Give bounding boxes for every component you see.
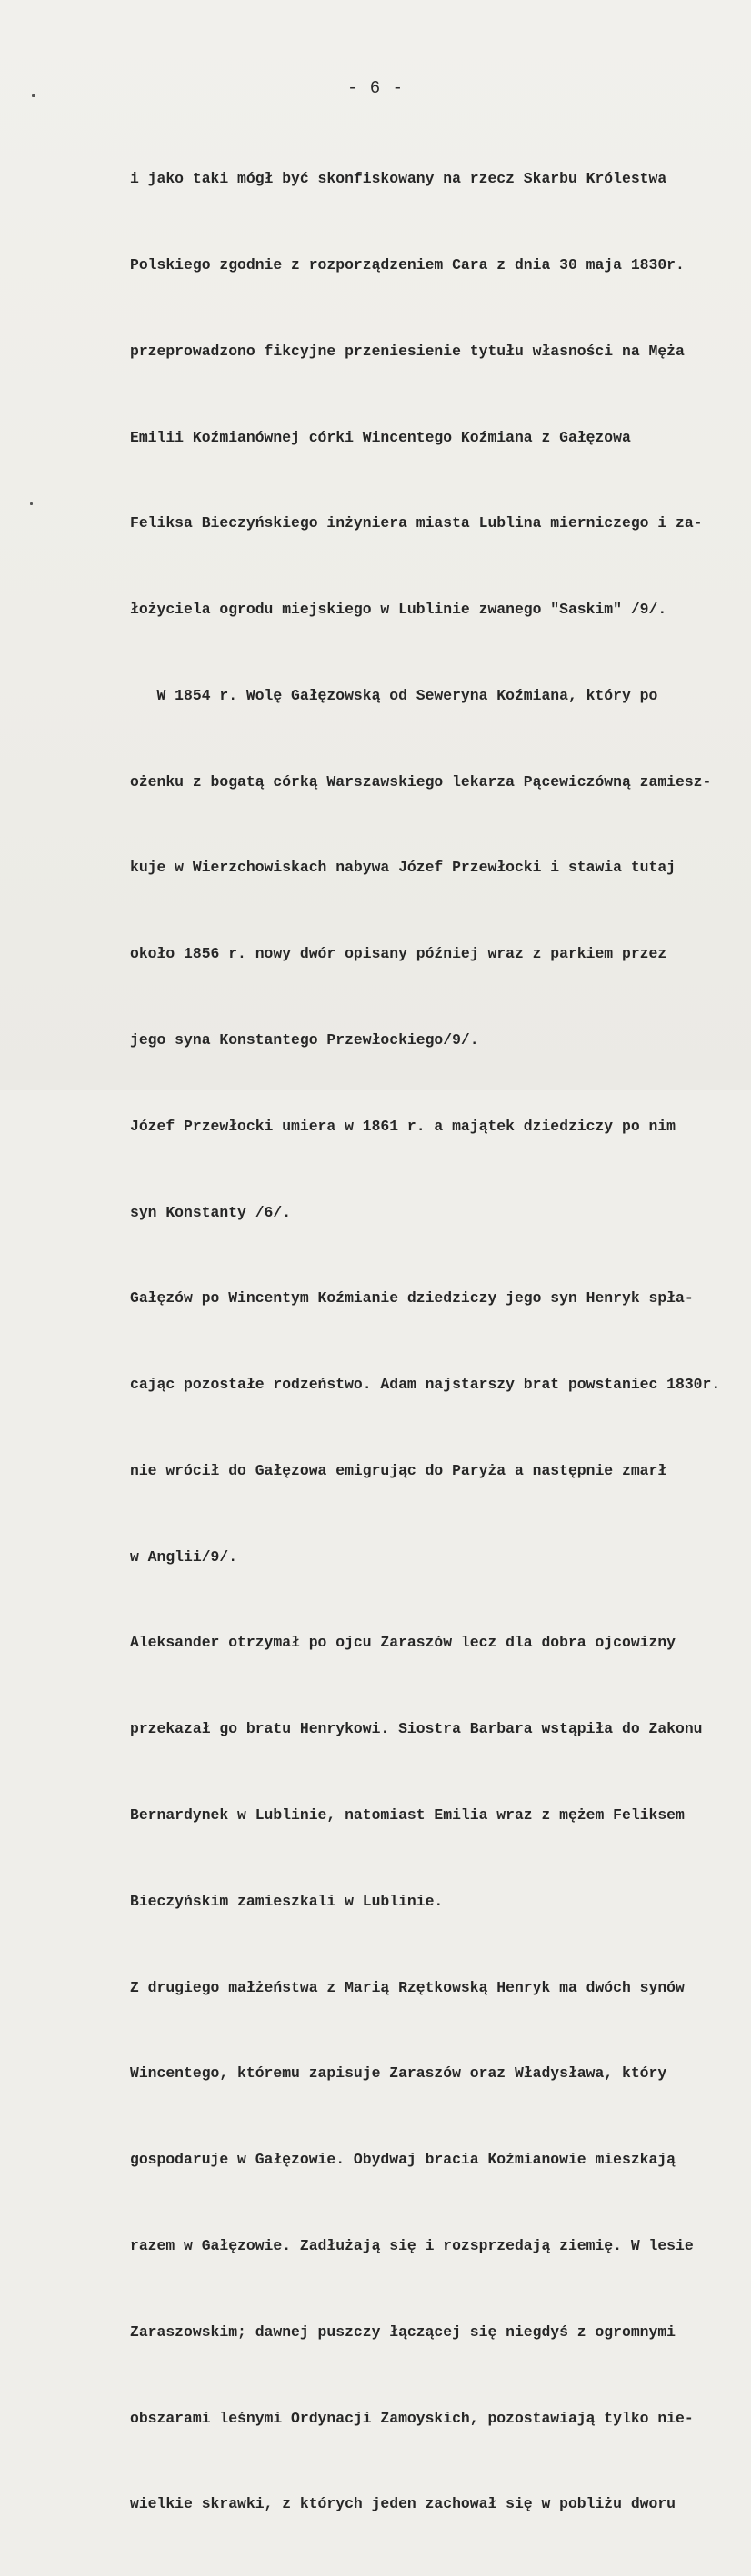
text-line: razem w Gałęzowie. Zadłużają się i rozsprzedają ziemię. W lesie [130,2236,694,2254]
text-line: Gałęzów po Wincentym Koźmianie dziedziczy jego syn Henryk spła- [130,1289,694,1308]
page-number: - 6 - [346,78,404,98]
text-line: Zaraszowskim; dawnej puszczy łączącej się niegdyś z ogromnymi [130,2322,676,2341]
text-line: nie wrócił do Gałęzowa emigrując do Paryża a następnie zmarł [130,1461,667,1479]
text-line: Z drugiego małżeństwa z Marią Rzętkowską Henryk ma dwóch synów [130,1978,685,1996]
text-line: kuje w Wierzchowiskach nabywa Józef Przewłocki i stawia tutaj [130,859,676,877]
text-line: Bernardynek w Lublinie, natomiast Emilia wraz z mężem Feliksem [130,1806,685,1825]
text-line: gospodaruje w Gałęzowie. Obydwaj bracia Koźmianowie mieszkają [130,2151,676,2169]
margin-speck [30,502,33,505]
text-line: ożenku z bogatą córką Warszawskiego lekarza Pącewiczówną zamiesz- [130,772,712,791]
text-line: Polskiego zgodnie z rozporządzeniem Cara z dnia 30 maja 1830r. [130,255,685,274]
text-line: syn Konstanty /6/. [130,1203,292,1221]
text-line: obszarami leśnymi Ordynacji Zamoyskich, pozostawiają tylko nie- [130,2409,694,2427]
text-line: Emilii Koźmianównej córki Wincentego Koźmiana z Gałęzowa [130,428,631,446]
text-line: łożyciela ogrodu miejskiego w Lublinie zwanego "Saskim" /9/. [130,601,667,619]
text-line: i jako taki mógł być skonfiskowany na rzecz Skarbu Królestwa [130,170,667,188]
text-line: przeprowadzono fikcyjne przeniesienie tytułu własności na Męża [130,342,685,360]
text-line: przekazał go bratu Henrykowi. Siostra Barbara wstąpiła do Zakonu [130,1720,703,1738]
text-line: wielkie skrawki, z których jeden zachował się w pobliżu dworu [130,2495,676,2513]
body-text [130,107,748,2576]
text-line: Wincentego, któremu zapisuje Zaraszów oraz Władysława, który [130,2064,667,2083]
text-line: Bieczyńskim zamieszkali w Lublinie. [130,1892,444,1910]
text-line: w Anglii/9/. [130,1547,238,1566]
text-line: Józef Przewłocki umiera w 1861 r. a majątek dziedziczy po nim [130,1117,676,1135]
text-line: cając pozostałe rodzeństwo. Adam najstarszy brat powstaniec 1830r. [130,1376,721,1394]
text-line: W 1854 r. Wolę Gałęzowską od Seweryna Koźmiana, który po [130,686,658,704]
text-line: jego syna Konstantego Przewłockiego/9/. [130,1031,479,1049]
text-line: Feliksa Bieczyńskiego inżyniera miasta Lublina mierniczego i za- [130,514,703,532]
text-line: około 1856 r. nowy dwór opisany później wraz z parkiem przez [130,945,667,963]
text-line: Aleksander otrzymał po ojcu Zaraszów lecz dla dobra ojcowizny [130,1634,676,1652]
